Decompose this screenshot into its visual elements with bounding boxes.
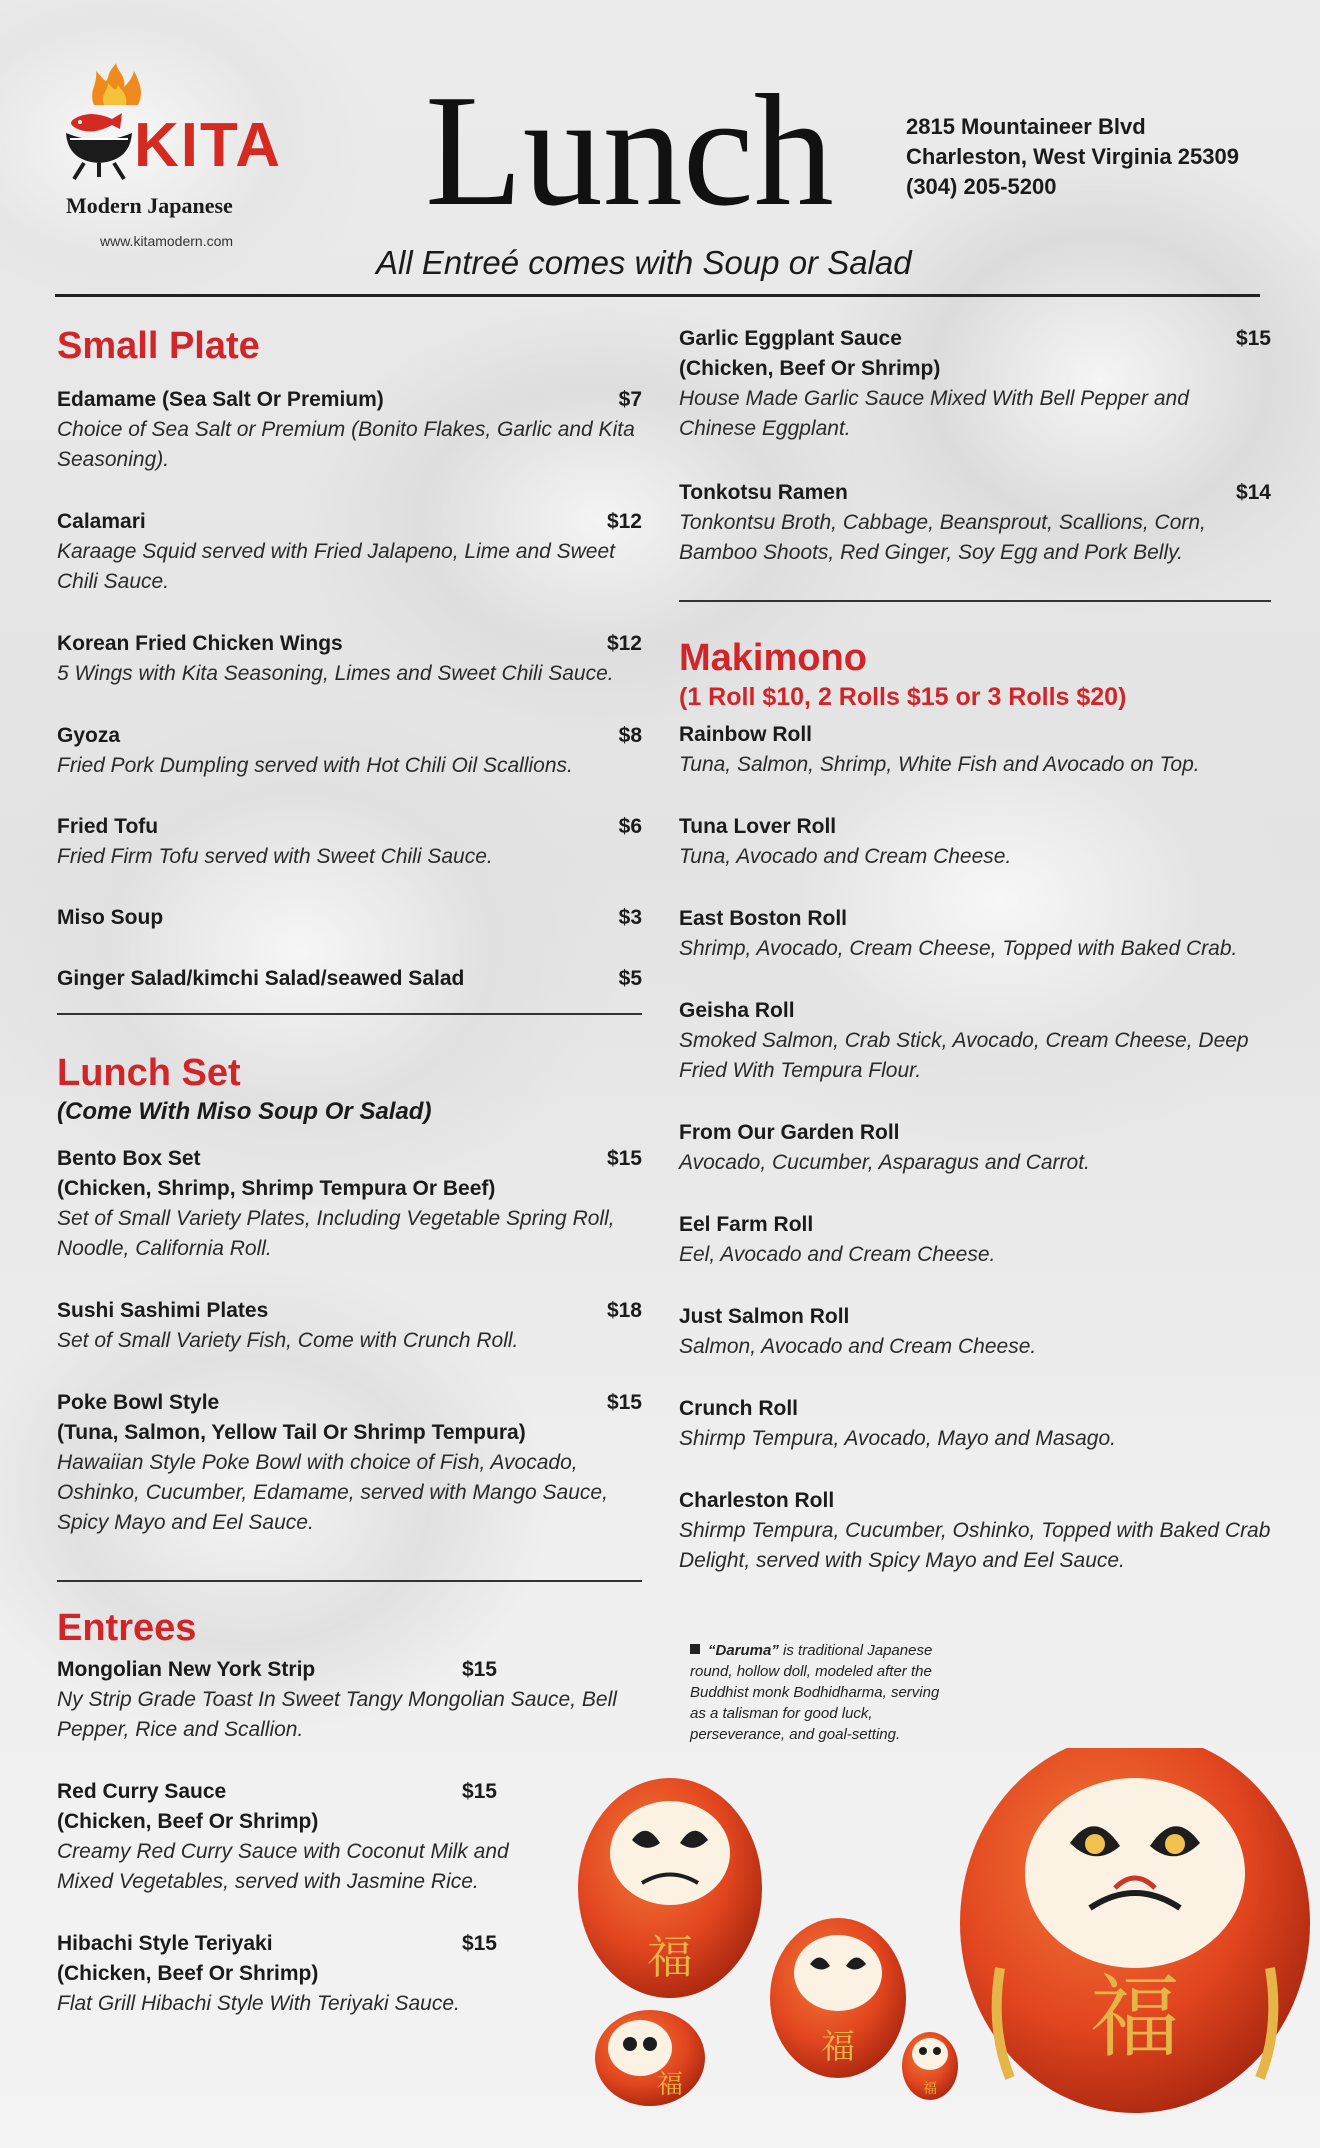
daruma-doll-medium: [578, 1778, 762, 1998]
address-city: Charleston, West Virginia 25309: [906, 144, 1239, 169]
menu-page: [10, 8, 1310, 2140]
menu-item: [679, 904, 1271, 964]
section-subheading: (Come With Miso Soup Or Salad): [57, 1098, 432, 1125]
item-name: Eel Farm Roll: [679, 1213, 814, 1236]
daruma-text: is traditional Japanese round, hollow doll, modeled after the Buddhist monk Bodhidharma, serving as a talisman for good luck, perseverance, and goal-setting.: [690, 1642, 940, 1743]
item-name: Charleston Roll: [679, 1489, 835, 1512]
fortune-glyph: 福: [923, 2080, 937, 2096]
menu-item: [679, 720, 1271, 780]
item-description: Creamy Red Curry Sauce with Coconut Milk and Mixed Vegetables, served with Jasmine Rice.: [57, 1840, 509, 1893]
section-heading-small-plate: Small Plate: [57, 325, 260, 367]
item-options: (Chicken, Beef Or Shrimp): [679, 357, 941, 380]
grill-fish-icon: [60, 111, 138, 181]
daruma-doll-tiny: [902, 2032, 958, 2100]
menu-item: [57, 507, 642, 597]
address-street: 2815 Mountaineer Blvd: [906, 114, 1146, 139]
item-name: Calamari: [57, 510, 146, 533]
menu-item: [57, 964, 642, 994]
brand-tagline: Modern Japanese: [66, 193, 233, 218]
section-heading-entrees: Entrees: [57, 1607, 197, 1649]
makimono-pricing: (1 Roll $10, 2 Rolls $15 or 3 Rolls $20): [679, 683, 1127, 711]
item-name: Bento Box Set: [57, 1147, 201, 1170]
item-description: Fried Pork Dumpling served with Hot Chili Oil Scallions.: [57, 754, 573, 777]
menu-item: [57, 385, 642, 475]
fortune-glyph: 福: [821, 2028, 855, 2066]
daruma-term: “Daruma”: [708, 1642, 779, 1659]
item-price: $18: [606, 1299, 642, 1322]
menu-item: [679, 996, 1271, 1086]
menu-item: [57, 629, 642, 689]
item-name: Sushi Sashimi Plates: [57, 1299, 269, 1322]
item-name: Geisha Roll: [679, 999, 795, 1022]
fortune-glyph: 福: [647, 1931, 693, 1983]
item-description: Set of Small Variety Fish, Come with Crunch Roll.: [57, 1329, 519, 1352]
menu-item: [679, 478, 1271, 568]
item-name: Crunch Roll: [679, 1397, 798, 1420]
menu-item: [679, 1118, 1271, 1178]
item-name: Fried Tofu: [57, 815, 159, 838]
menu-item: [679, 1302, 1271, 1362]
item-description: Fried Firm Tofu served with Sweet Chili Sauce.: [57, 845, 493, 868]
menu-item: [57, 1388, 642, 1538]
item-name: Mongolian New York Strip: [57, 1658, 316, 1681]
section-divider: [679, 600, 1271, 602]
menu-subtitle: All Entreé comes with Soup or Salad: [376, 244, 912, 281]
item-description: Shirmp Tempura, Avocado, Mayo and Masago.: [679, 1427, 1116, 1450]
section-divider: [57, 1580, 642, 1582]
phone-number[interactable]: (304) 205-5200: [906, 174, 1057, 199]
item-options: (Chicken, Shrimp, Shrimp Tempura Or Beef): [57, 1177, 496, 1200]
item-name: Poke Bowl Style: [57, 1391, 220, 1414]
header-divider: [55, 294, 1260, 297]
item-description: House Made Garlic Sauce Mixed With Bell Pepper and Chinese Eggplant.: [679, 387, 1189, 440]
item-name: Red Curry Sauce: [57, 1780, 227, 1803]
item-price: $12: [606, 632, 642, 655]
item-name: Tonkotsu Ramen: [679, 481, 848, 504]
section-heading-lunch-set: Lunch Set: [57, 1052, 241, 1094]
item-description: Set of Small Variety Plates, Including Vegetable Spring Roll, Noodle, California Roll.: [57, 1207, 615, 1260]
item-options: (Tuna, Salmon, Yellow Tail Or Shrimp Tempura): [57, 1421, 526, 1444]
daruma-note: [690, 1640, 950, 1745]
menu-item: [57, 1144, 642, 1264]
item-description: Tuna, Salmon, Shrimp, White Fish and Avocado on Top.: [679, 753, 1200, 776]
flame-icon: [86, 63, 146, 105]
item-name: Ginger Salad/kimchi Salad/seawed Salad: [57, 967, 465, 990]
item-name: Garlic Eggplant Sauce: [679, 327, 902, 350]
item-description: Flat Grill Hibachi Style With Teriyaki Sauce.: [57, 1992, 460, 2015]
menu-item: [679, 1210, 1271, 1270]
item-options: (Chicken, Beef Or Shrimp): [57, 1962, 319, 1985]
restaurant-address: [906, 112, 1239, 202]
item-name: Gyoza: [57, 724, 121, 747]
daruma-doll-large: [960, 1748, 1310, 2113]
section-divider: [57, 1013, 642, 1015]
item-description: Tonkontsu Broth, Cabbage, Beansprout, Scallions, Corn, Bamboo Shoots, Red Ginger, Soy Egg and Pork Belly.: [679, 511, 1206, 564]
item-name: Just Salmon Roll: [679, 1305, 850, 1328]
item-description: 5 Wings with Kita Seasoning, Limes and Sweet Chili Sauce.: [57, 662, 614, 685]
bullet-icon: [690, 1644, 700, 1654]
item-price: $15: [1235, 327, 1271, 350]
item-description: Shrimp, Avocado, Cream Cheese, Topped with Baked Crab.: [679, 937, 1238, 960]
item-price: $7: [618, 388, 642, 411]
menu-item: [57, 812, 642, 872]
item-name: Rainbow Roll: [679, 723, 812, 746]
item-description: Eel, Avocado and Cream Cheese.: [679, 1243, 996, 1266]
fortune-glyph: 福: [1090, 1968, 1180, 2068]
menu-item: [57, 721, 642, 781]
item-price: $8: [618, 724, 642, 747]
item-price: $15: [606, 1391, 642, 1414]
item-price: $15: [606, 1147, 642, 1170]
menu-item: [57, 1777, 509, 1897]
menu-item: [679, 1486, 1271, 1576]
daruma-doll-small: [770, 1918, 906, 2078]
daruma-dolls-illustration: [530, 1748, 1310, 2140]
item-price: $3: [618, 906, 642, 929]
menu-item: [57, 903, 642, 933]
menu-item: [679, 324, 1271, 444]
menu-item: [679, 1394, 1271, 1454]
item-description: Choice of Sea Salt or Premium (Bonito Flakes, Garlic and Kita Seasoning).: [57, 418, 635, 471]
item-description: Ny Strip Grade Toast In Sweet Tangy Mongolian Sauce, Bell Pepper, Rice and Scallion.: [57, 1688, 617, 1741]
right-column: [679, 324, 1271, 1576]
item-name: Korean Fried Chicken Wings: [57, 632, 343, 655]
item-description: Avocado, Cucumber, Asparagus and Carrot.: [679, 1151, 1090, 1174]
item-price: $15: [461, 1780, 497, 1803]
item-price: $12: [606, 510, 642, 533]
menu-item: [57, 1929, 497, 2019]
website-link[interactable]: www.kitamodern.com: [100, 233, 234, 249]
item-description: Smoked Salmon, Crab Stick, Avocado, Cream Cheese, Deep Fried With Tempura Flour.: [679, 1029, 1249, 1082]
menu-item: [679, 812, 1271, 872]
item-name: Tuna Lover Roll: [679, 815, 837, 838]
item-description: Shirmp Tempura, Cucumber, Oshinko, Topped with Baked Crab Delight, served with Spicy Mayo and Eel Sauce.: [679, 1519, 1271, 1572]
item-price: $15: [461, 1932, 497, 1955]
daruma-doll-lying: [595, 2010, 705, 2106]
item-price: $5: [618, 967, 642, 990]
item-name: From Our Garden Roll: [679, 1121, 900, 1144]
item-description: Salmon, Avocado and Cream Cheese.: [679, 1335, 1037, 1358]
brand-name: KITA: [134, 111, 283, 180]
menu-item: [57, 1655, 617, 1745]
item-description: Karaage Squid served with Fried Jalapeno, Lime and Sweet Chili Sauce.: [57, 540, 615, 593]
page-title: Lunch: [425, 61, 834, 239]
item-options: (Chicken, Beef Or Shrimp): [57, 1810, 319, 1833]
item-price: $6: [618, 815, 642, 838]
item-price: $15: [461, 1658, 497, 1681]
section-heading-makimono: Makimono: [679, 637, 867, 679]
item-description: Tuna, Avocado and Cream Cheese.: [679, 845, 1012, 868]
item-price: $14: [1235, 481, 1271, 504]
item-name: Hibachi Style Teriyaki: [57, 1932, 273, 1955]
fortune-glyph: 福: [656, 2069, 684, 2099]
item-name: Miso Soup: [57, 906, 164, 929]
item-name: Edamame (Sea Salt Or Premium): [57, 388, 384, 411]
item-name: East Boston Roll: [679, 907, 848, 930]
item-description: Hawaiian Style Poke Bowl with choice of Fish, Avocado, Oshinko, Cucumber, Edamame, served with Mango Sauce, Spicy Mayo and Eel Sauce.: [57, 1451, 608, 1534]
menu-item: [57, 1296, 642, 1356]
